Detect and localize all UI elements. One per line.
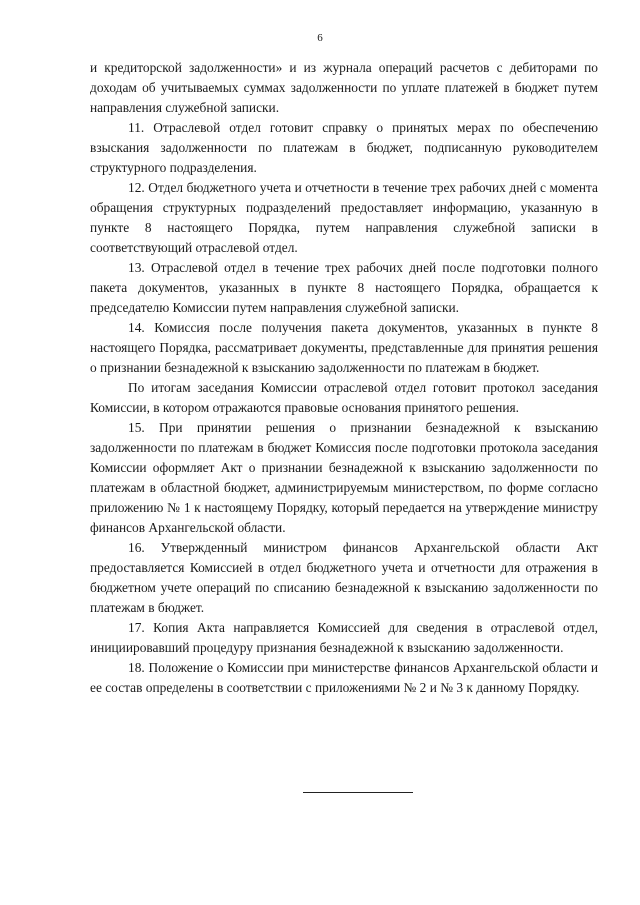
paragraph-item-17: 17. Копия Акта направляется Комиссией для сведения в отраслевой отдел, инициировавший процедуру признания безнадежной к взысканию задолженности. <box>90 620 598 655</box>
document-body <box>90 58 598 698</box>
paragraph-item-11: 11. Отраслевой отдел готовит справку о принятых мерах по обеспечению взыскания задолженности по платежам в бюджет, подписанную руководителем структурного подразделения. <box>90 120 598 175</box>
paragraph-continuation: и кредиторской задолженности» и из журнала операций расчетов с дебиторами по доходам об учитываемых суммах задолженности по уплате платежей в бюджет путем направления служебной записки. <box>90 60 598 115</box>
paragraph-item-14-protocol: По итогам заседания Комиссии отраслевой отдел готовит протокол заседания Комиссии, в котором отражаются правовые основания принятого решения. <box>90 380 598 415</box>
paragraph-item-18: 18. Положение о Комиссии при министерстве финансов Архангельской области и ее состав определены в соответствии с приложениями № 2 и № 3 к данному Порядку. <box>90 660 598 695</box>
paragraph-item-14: 14. Комиссия после получения пакета документов, указанных в пункте 8 настоящего Порядка, рассматривает документы, представленные для принятия решения о признании безнадежной к взысканию задолженности по платежам в бюджет. <box>90 320 598 375</box>
paragraph-item-15: 15. При принятии решения о признании безнадежной к взысканию задолженности по платежам в бюджет Комиссия после подготовки протокола заседания Комиссии оформляет Акт о признании безнадежной к взысканию задолженности по платежам в областной бюджет, администрируемым министерством, по форме согласно приложению № 1 к настоящему Порядку, который передается на утверждение министру финансов Архангельской области. <box>90 420 598 535</box>
end-separator-line <box>303 792 413 793</box>
page-number: 6 <box>317 32 323 44</box>
paragraph-item-16: 16. Утвержденный министром финансов Архангельской области Акт предоставляется Комиссией в отдел бюджетного учета и отчетности для отражения в бюджетном учете операций по списанию безнадежной к взысканию задолженности по платежам в бюджет. <box>90 540 598 615</box>
paragraph-item-12: 12. Отдел бюджетного учета и отчетности в течение трех рабочих дней с момента обращения структурных подразделений предоставляет информацию, указанную в пункте 8 настоящего Порядка, путем направления служебной записки в соответствующий отраслевой отдел. <box>90 180 598 255</box>
paragraph-item-13: 13. Отраслевой отдел в течение трех рабочих дней после подготовки полного пакета документов, указанных в пункте 8 настоящего Порядка, обращается к председателю Комиссии путем направления служебной записки. <box>90 260 598 315</box>
